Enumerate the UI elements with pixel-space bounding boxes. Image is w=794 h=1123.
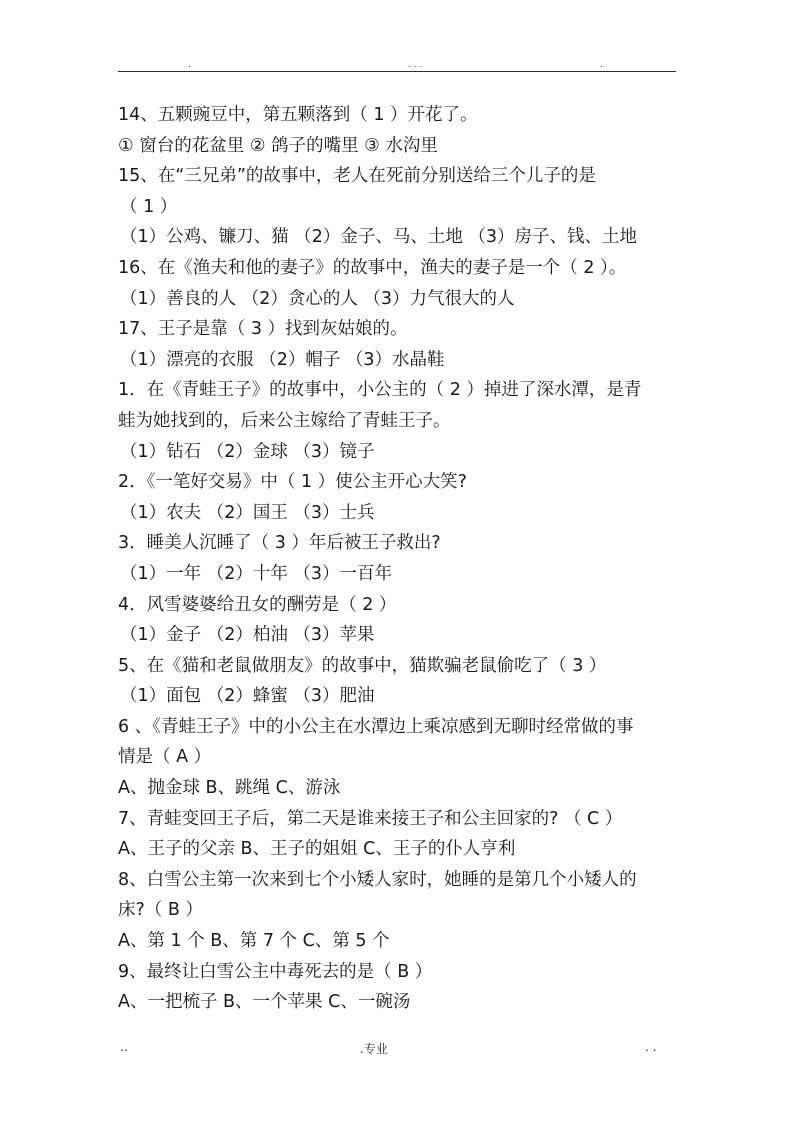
header-dots-center: . . . xyxy=(408,60,423,70)
options-14: ① 窗台的花盆里 ② 鸽子的嘴里 ③ 水沟里 xyxy=(118,135,438,156)
header-dot-left: . xyxy=(188,60,191,70)
question-7: 7、青蛙变回王子后，第二天是谁来接王子和公主回家的? （ C ） xyxy=(118,808,623,829)
options-2: （1）农夫 （2）国王 （3）士兵 xyxy=(120,502,375,523)
options-5: （1）面包 （2）蜂蜜 （3）肥油 xyxy=(120,686,375,707)
options-17: （1）漂亮的衣服 （2）帽子 （3）水晶鞋 xyxy=(120,349,445,370)
question-2: 2．《一笔好交易》中（ 1 ）使公主开心大笑? xyxy=(118,472,467,493)
options-8: A、第 1 个 B、第 7 个 C、第 5 个 xyxy=(118,931,390,952)
options-3: （1）一年 （2）十年 （3）一百年 xyxy=(120,563,393,584)
question-1: 1．在《青蛙王子》的故事中，小公主的（ 2 ）掉进了深水潭，是青 xyxy=(118,380,642,401)
question-5: 5、在《猫和老鼠做朋友》的故事中，猫欺骗老鼠偷吃了（ 3 ） xyxy=(118,655,607,676)
question-4: 4．风雪婆婆给丑女的酬劳是（ 2 ） xyxy=(118,594,397,615)
question-14: 14、五颗豌豆中，第五颗落到（ 1 ）开花了。 xyxy=(118,105,478,125)
answer-15: （ 1 ） xyxy=(120,196,178,217)
options-6: A、抛金球 B、跳绳 C、游泳 xyxy=(118,778,341,799)
options-1: （1）钻石 （2）金球 （3）镜子 xyxy=(120,441,375,462)
options-16: （1）善良的人 （2）贪心的人 （3）力气很大的人 xyxy=(120,288,515,309)
header-rule xyxy=(118,71,676,72)
footer-center-label: .专业 xyxy=(360,1042,388,1056)
question-17: 17、王子是靠（ 3 ）找到灰姑娘的。 xyxy=(118,319,408,340)
question-8-cont: 床?（ B ） xyxy=(118,900,203,921)
footer-dots-right: . . xyxy=(645,1040,657,1054)
footer-dots-left: .. xyxy=(120,1040,128,1054)
options-4: （1）金子 （2）柏油 （3）苹果 xyxy=(120,625,375,646)
options-9: A、一把梳子 B、一个苹果 C、一碗汤 xyxy=(118,992,411,1013)
question-15: 15、在“三兄弟”的故事中，老人在死前分别送给三个儿子的是 xyxy=(118,166,596,187)
question-6-cont: 情是（ A ） xyxy=(118,747,212,768)
question-1-cont: 蛙为她找到的，后来公主嫁给了青蛙王子。 xyxy=(118,410,451,431)
question-3: 3．睡美人沉睡了（ 3 ）年后被王子救出? xyxy=(118,533,441,554)
document-body xyxy=(118,100,688,1018)
question-9: 9、最终让白雪公主中毒死去的是（ B ） xyxy=(118,961,433,982)
options-15: （1）公鸡、镰刀、猫 （2）金子、马、土地 （3）房子、钱、土地 xyxy=(120,227,638,248)
header-dot-right: . xyxy=(600,60,603,70)
question-6: 6 、《青蛙王子》中的小公主在水潭边上乘凉感到无聊时经常做的事 xyxy=(118,716,634,737)
options-7: A、王子的父亲 B、王子的姐姐 C、王子的仆人亨利 xyxy=(118,839,516,860)
question-16: 16、在《渔夫和他的妻子》的故事中，渔夫的妻子是一个（ 2 ）。 xyxy=(118,257,627,278)
question-8: 8、白雪公主第一次来到七个小矮人家时，她睡的是第几个小矮人的 xyxy=(118,869,637,890)
